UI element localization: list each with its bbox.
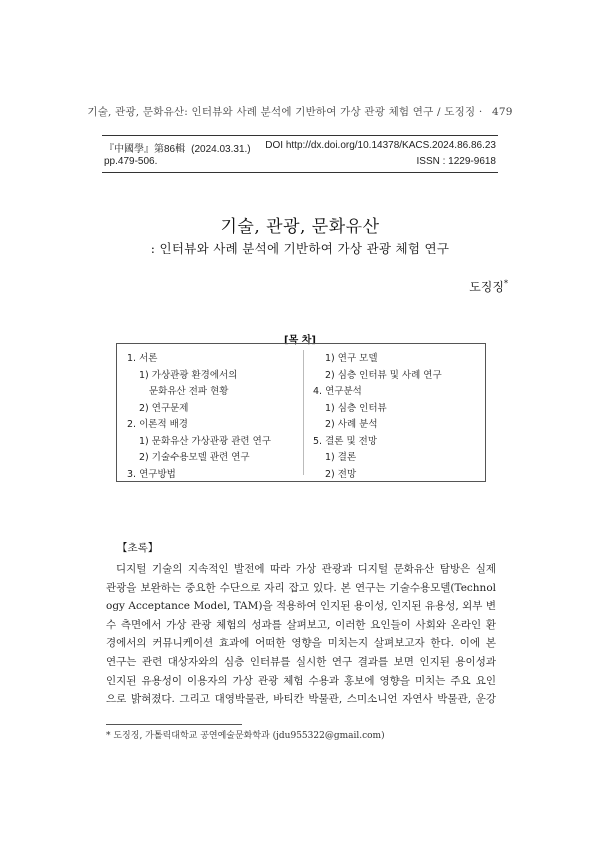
author — [469, 278, 508, 295]
toc-item: 2. 이론적 배경 — [127, 419, 188, 430]
toc-item: 2) 전망 — [325, 468, 357, 480]
author-name: 도징징 — [469, 280, 504, 294]
toc-item: 2) 기술수용모델 관련 연구 — [139, 452, 250, 463]
toc-item: 문화유산 전파 현황 — [149, 386, 229, 397]
toc-item: 1) 문화유산 가상관광 관련 연구 — [139, 435, 271, 447]
issn: ISSN : 1229-9618 — [416, 156, 496, 167]
toc-item: 3. 연구방법 — [127, 468, 176, 480]
toc-item: 1) 결론 — [325, 452, 357, 463]
abstract-line: 수 측면에서 가상 관광 체험의 성과를 살펴보고, 이러한 요인들이 사회와 온라인 환 — [106, 618, 496, 631]
toc-item: 2) 심층 인터뷰 및 사례 연구 — [325, 369, 442, 381]
author-footnote-mark: * — [504, 279, 508, 288]
page-number: 479 — [491, 106, 513, 118]
author-footnote: * 도징징, 가톨릭대학교 공연예술문화학과 (jdu955322@gmail.com) — [106, 731, 385, 741]
toc-item: 2) 연구문제 — [139, 402, 189, 414]
abstract-line: 인지된 유용성이 이용자의 가상 관광 체험 수용과 홍보에 영향을 미치는 주요 요인 — [106, 674, 496, 687]
publication-info-box — [102, 135, 498, 173]
paper-title: 기술, 관광, 문화유산 — [220, 217, 380, 237]
toc-left-column — [127, 351, 271, 483]
doi-link[interactable]: DOI http://dx.doi.org/10.14378/KACS.2024.86.86.23 — [265, 140, 496, 151]
toc-item: 4. 연구분석 — [313, 386, 362, 397]
abstract-line: 연구는 관련 대상자와의 심층 인터뷰를 실시한 연구 결과를 보면 인지된 용이성과 — [106, 655, 496, 668]
running-header-separator: · — [478, 106, 483, 118]
toc-item: 2) 사례 분석 — [325, 419, 378, 430]
toc-item: 1) 연구 모델 — [325, 353, 378, 364]
abstract-line: 관광을 보완하는 중요한 수단으로 자리 잡고 있다. 본 연구는 기술수용모델(Technol — [106, 581, 496, 594]
toc-heading: [목 차] — [284, 335, 316, 346]
toc-item: 5. 결론 및 전망 — [313, 435, 378, 447]
footnote-divider — [106, 724, 242, 725]
toc-item: 1) 가상관광 환경에서의 — [139, 369, 238, 381]
running-header-text: 기술, 관광, 문화유산: 인터뷰와 사례 분석에 기반하여 가상 관광 체험 연구 / 도징징 — [87, 106, 476, 118]
page-range: pp.479-506. — [104, 156, 158, 167]
abstract-line: ogy Acceptance Model, TAM)을 적용하여 인지된 용이성, 인지된 유용성, 외부 변 — [106, 600, 496, 613]
abstract-line: 으로 밝혀졌다. 그리고 대영박물관, 바티칸 박물관, 스미소니언 자연사 박물관, 운강 — [106, 693, 496, 706]
toc-right-column — [313, 351, 442, 483]
journal-name: 『中國學』第86輯 — [104, 144, 186, 155]
table-of-contents — [116, 343, 486, 482]
toc-divider — [303, 350, 304, 475]
abstract-line: 경에서의 커뮤니케이션 효과에 어떠한 영향을 미치는지 살펴보고자 한다. 이에 본 — [106, 637, 496, 650]
toc-item: 1) 심층 인터뷰 — [325, 402, 387, 414]
publication-date: (2024.03.31.) — [191, 144, 251, 155]
abstract-line: 디지털 기술의 지속적인 발전에 따라 가상 관광과 디지털 문화유산 탐방은 실제 — [116, 563, 496, 575]
abstract-heading: 【초록】 — [117, 542, 159, 554]
toc-item: 1. 서론 — [127, 353, 158, 364]
abstract-body — [106, 560, 496, 709]
paper-subtitle: : 인터뷰와 사례 분석에 기반하여 가상 관광 체험 연구 — [150, 241, 450, 256]
running-header — [0, 104, 600, 119]
